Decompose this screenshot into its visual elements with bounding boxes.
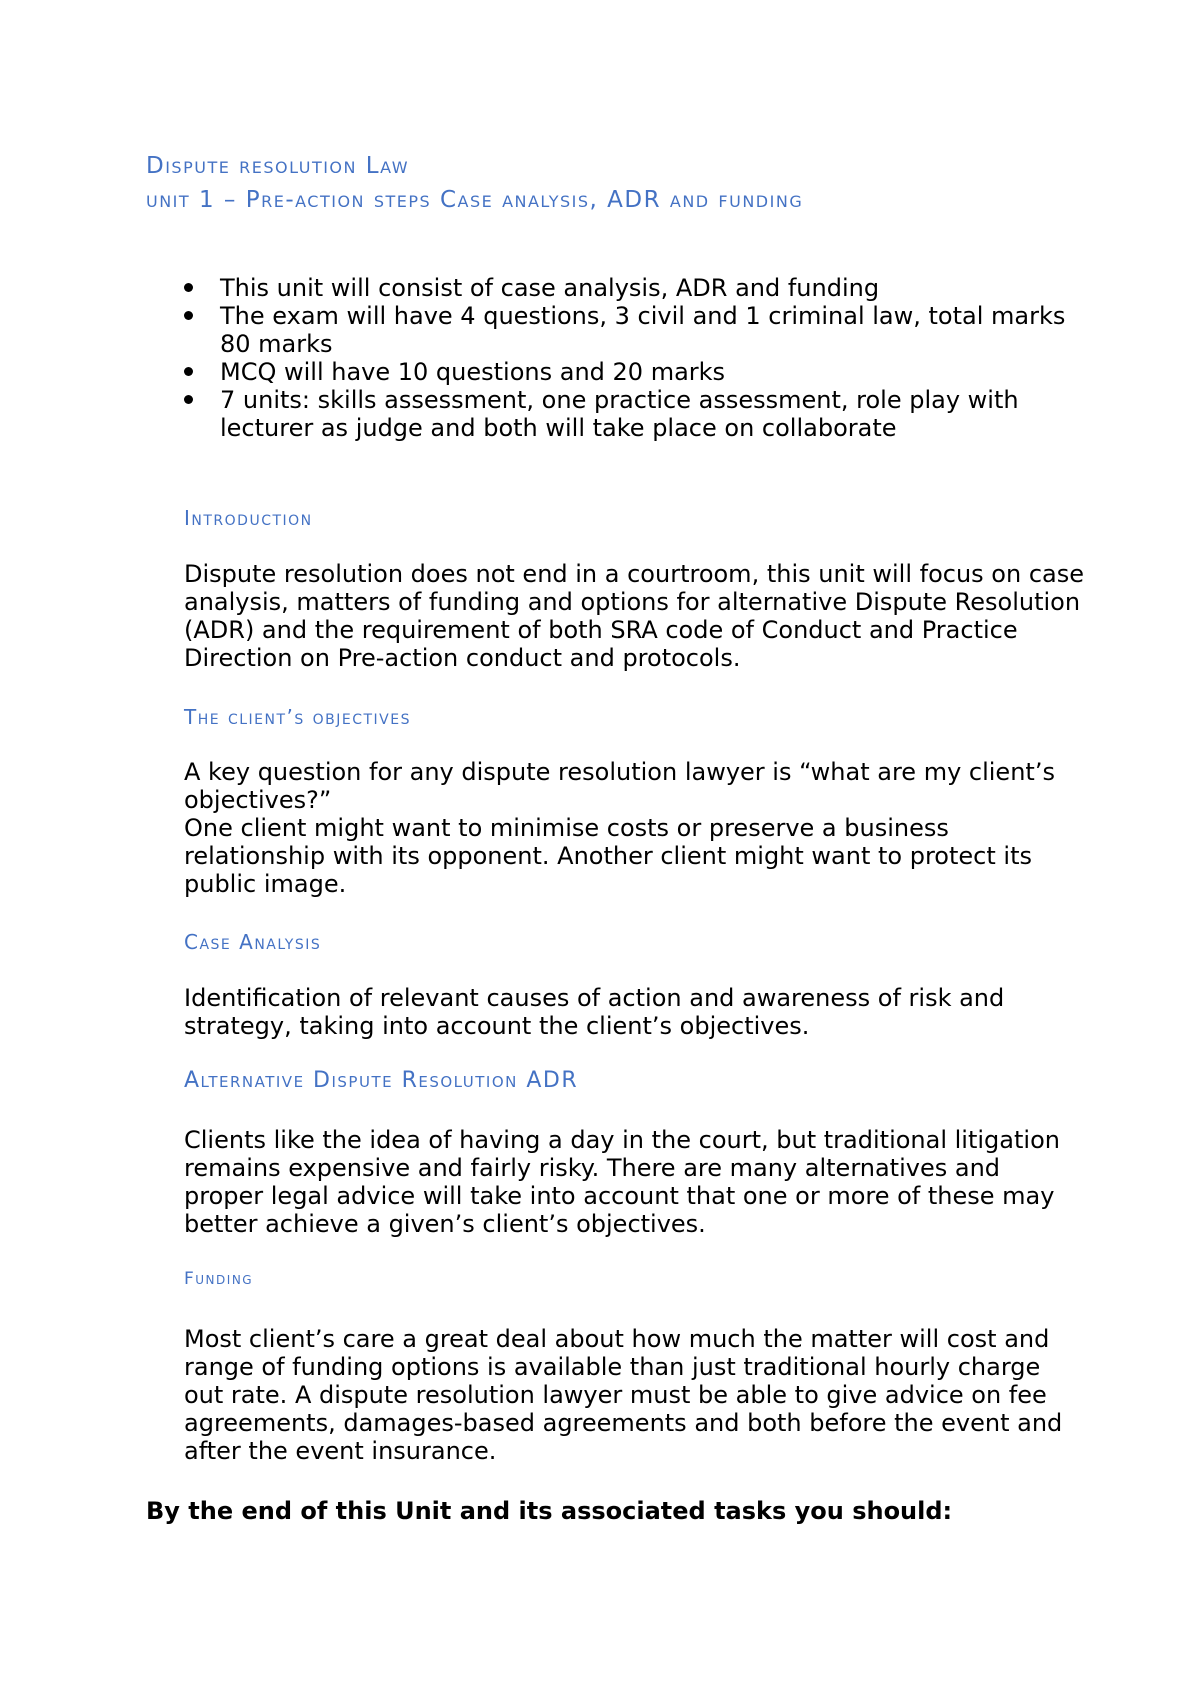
section-heading-introduction: Introduction <box>184 506 313 530</box>
bullet-icon <box>184 283 193 292</box>
list-item <box>146 274 1066 302</box>
section-body-funding: Most client’s care a great deal about how much the matter will cost and range of funding options is available than just traditional hourly charge out rate. A dispute resolution lawyer must be able to give advice on fee agreements, damages-based agreements and both before the event and after the event insurance. <box>184 1325 1063 1465</box>
bullet-icon <box>184 395 193 404</box>
document-title: Dispute resolution Law <box>146 153 410 179</box>
unit-overview-list <box>146 274 1066 442</box>
bullet-icon <box>184 367 193 376</box>
section-body-adr: Clients like the idea of having a day in the court, but traditional litigation remains expensive and fairly risky. There are many alternatives and proper legal advice will take into account that one or more of these may better achieve a given’s client’s objectives. <box>184 1126 1060 1238</box>
section-heading-adr: Alternative Dispute Resolution ADR <box>184 1068 579 1093</box>
section-heading-case-analysis: Case Analysis <box>184 930 322 954</box>
section-heading-funding: Funding <box>184 1269 254 1289</box>
section-body-client-objectives: A key question for any dispute resolution lawyer is “what are my client’s objectives?” <box>184 758 1055 814</box>
section-heading-client-objectives: The client’s objectives <box>184 705 411 729</box>
bullet-icon <box>184 311 193 320</box>
list-item-text: This unit will consist of case analysis, ADR and funding <box>220 274 880 302</box>
list-item-text: The exam will have 4 questions, 3 civil and 1 criminal law, total marks 80 marks <box>220 302 1066 358</box>
section-body-client-objectives-2: One client might want to minimise costs or preserve a business relationship with its opponent. Another client might want to protect its public image. <box>184 814 1032 898</box>
learning-outcomes-lead: By the end of this Unit and its associated tasks you should: <box>146 1497 953 1525</box>
unit-title: unit 1 – Pre-action steps Case analysis, ADR and funding <box>146 187 804 213</box>
list-item-text: 7 units: skills assessment, one practice assessment, role play with lecturer as judge and both will take place on collaborate <box>220 386 1019 442</box>
section-body-introduction: Dispute resolution does not end in a courtroom, this unit will focus on case analysis, matters of funding and options for alternative Dispute Resolution (ADR) and the requirement of both SRA code of Conduct and Practice Direction on Pre-action conduct and protocols. <box>184 560 1084 672</box>
list-item <box>146 358 1066 386</box>
list-item-text: MCQ will have 10 questions and 20 marks <box>220 358 726 386</box>
section-body-case-analysis: Identification of relevant causes of action and awareness of risk and strategy, taking into account the client’s objectives. <box>184 984 1005 1040</box>
list-item <box>146 386 1066 442</box>
list-item <box>146 302 1066 358</box>
